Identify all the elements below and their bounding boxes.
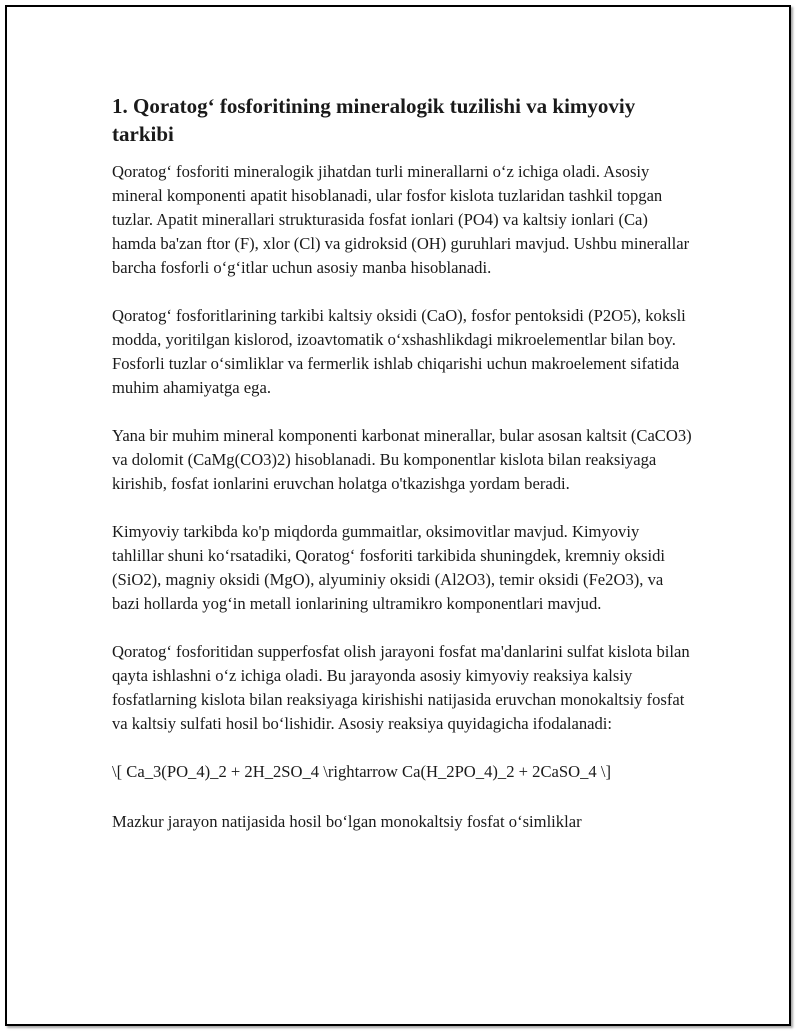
paragraph-composition: Qoratog‘ fosforitlarining tarkibi kaltsiy oksidi (CaO), fosfor pentoksidi (P2O5), koksli modda, yoritilgan kislorod, izoavtomatik o‘xshashlikdagi mikroelementlar bilan boy. Fosforli tuzlar o‘simliklar va fermerlik ishlab chiqarishi uchun makroelement sifatida muhim ahamiyatga ega.: [112, 306, 686, 397]
paragraph-result: Mazkur jarayon natijasida hosil bo‘lgan monokaltsiy fosfat o‘simliklar: [112, 812, 582, 831]
paragraph-superphosphate-process: Qoratog‘ fosforitidan supperfosfat olish jarayoni fosfat ma'danlarini sulfat kislota bilan qayta ishlashni o‘z ichiga oladi. Bu jarayonda asosiy kimyoviy reaksiya kalsiy fosfatlarning kislota bilan reaksiyaga kirishishi natijasida eruvchan monokaltsiy fosfat va kaltsiy sulfati hosil bo‘lishidir. Asosiy reaksiya quyidagicha ifodalanadi:: [112, 642, 690, 733]
reaction-formula: \[ Ca_3(PO_4)_2 + 2H_2SO_4 \rightarrow Ca(H_2PO_4)_2 + 2CaSO_4 \]: [112, 762, 611, 781]
paragraph-apatite: Qoratog‘ fosforiti mineralogik jihatdan turli minerallarni o‘z ichiga oladi. Asosiy mineral komponenti apatit hisoblanadi, ular fosfor kislota tuzlaridan tashkil topgan tuzlar. Apatit minerallari strukturasida fosfat ionlari (PO4) va kaltsiy ionlari (Ca) hamda ba'zan ftor (F), xlor (Cl) va gidroksid (OH) guruhlari mavjud. Ushbu minerallar barcha fosforli o‘g‘itlar uchun asosiy manba hisoblanadi.: [112, 162, 690, 277]
paragraph-carbonates: Yana bir muhim mineral komponenti karbonat minerallar, bular asosan kaltsit (CaCO3) va dolomit (CaMg(CO3)2) hisoblanadi. Bu komponentlar kislota bilan reaksiyaga kirishib, fosfat ionlarini eruvchan holatga o'tkazishga yordam beradi.: [112, 426, 692, 493]
document-body: [112, 92, 692, 858]
paragraph-chemical-analysis: Kimyoviy tarkibda ko'p miqdorda gummaitlar, oksimovitlar mavjud. Kimyoviy tahlillar shuni ko‘rsatadiki, Qoratog‘ fosforiti tarkibida shuningdek, kremniy oksidi (SiO2), magniy oksidi (MgO), alyuminiy oksidi (Al2O3), temir oksidi (Fe2O3), va bazi hollarda yog‘in metall ionlarining ultramikro komponentlari mavjud.: [112, 522, 666, 613]
section-title: 1. Qoratog‘ fosforitining mineralogik tuzilishi va kimyoviy tarkibi: [112, 94, 636, 146]
